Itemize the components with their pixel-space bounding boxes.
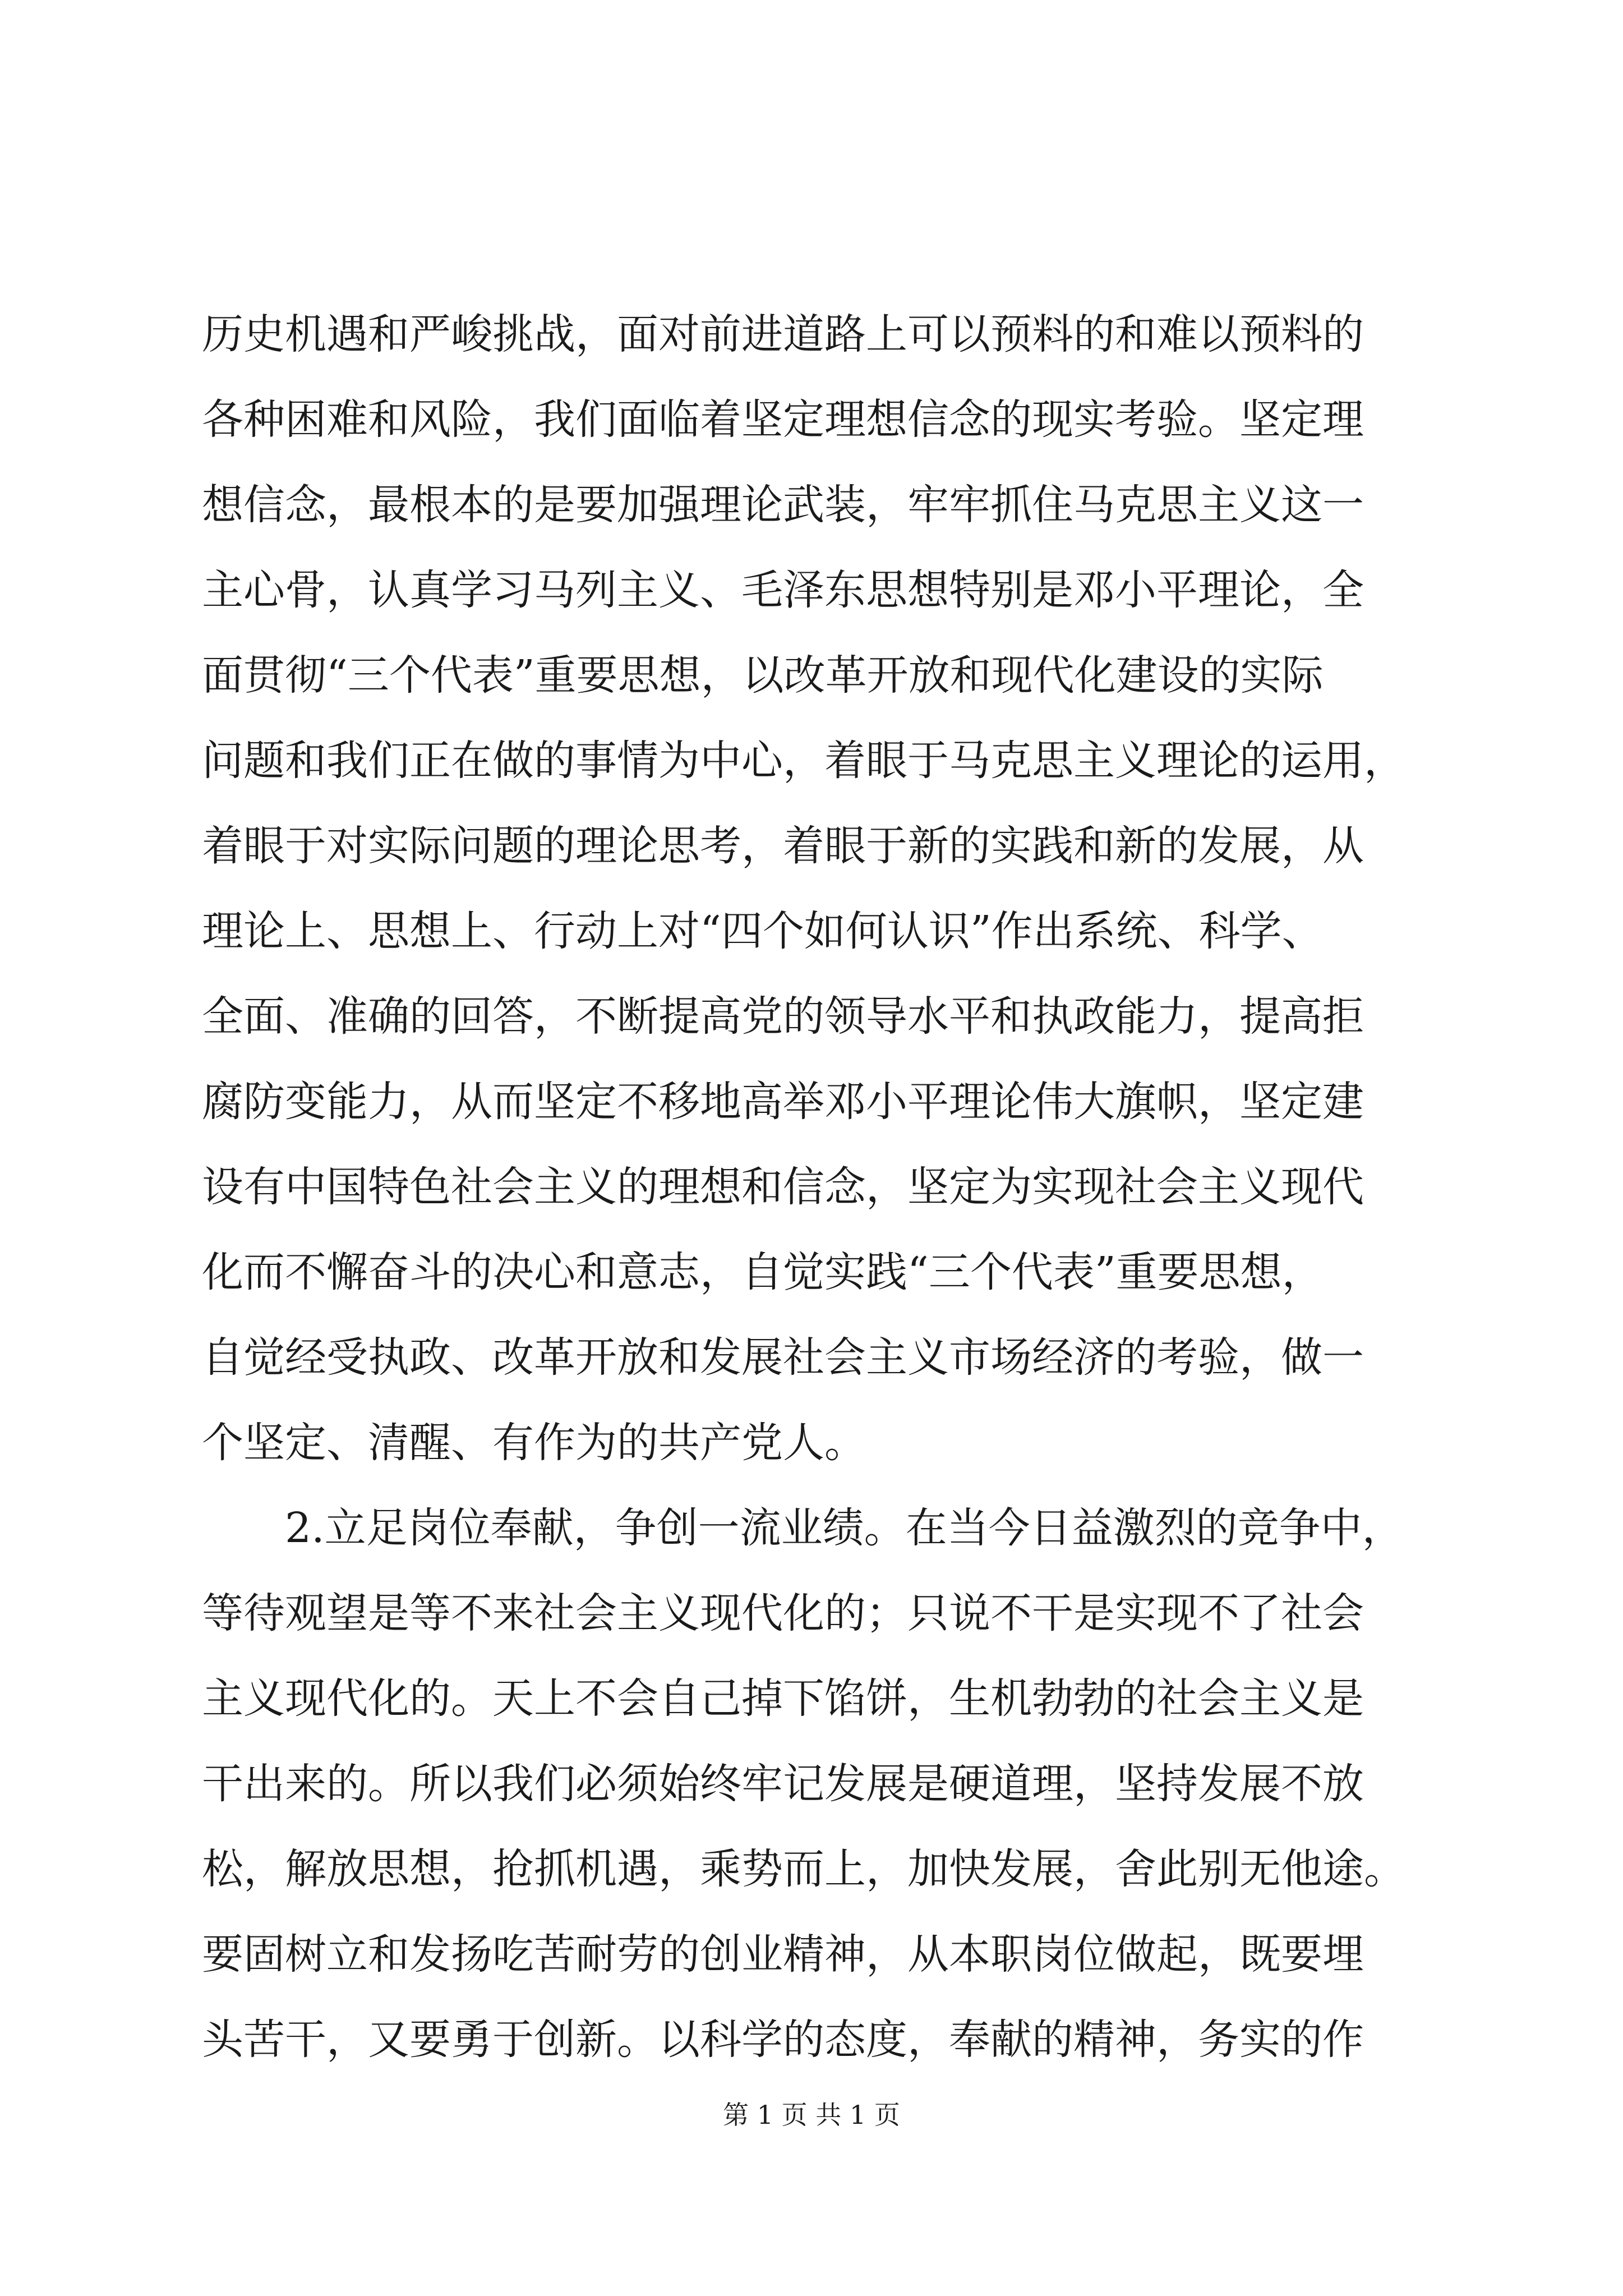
text-line: 主心骨，认真学习马列主义、毛泽东思想特别是邓小平理论，全 xyxy=(202,566,1364,614)
text-line: 各种困难和风险，我们面临着坚定理想信念的现实考验。坚定理 xyxy=(202,395,1364,444)
text-line: 化而不懈奋斗的决心和意志，自觉实践“三个代表”重要思想， xyxy=(202,1248,1324,1296)
text-line: 要固树立和发扬吃苦耐劳的创业精神，从本职岗位做起，既要埋 xyxy=(202,1930,1364,1978)
text-line: 着眼于对实际问题的理论思考，着眼于新的实践和新的发展，从 xyxy=(202,822,1364,870)
text-line: 松，解放思想，抢抓机遇，乘势而上，加快发展，舍此别无他途。 xyxy=(202,1845,1405,1893)
text-line: 头苦干，又要勇于创新。以科学的态度，奉献的精神，务实的作 xyxy=(202,2016,1364,2064)
text-line: 问题和我们正在做的事情为中心，着眼于马克思主义理论的运用， xyxy=(202,737,1405,785)
text-line: 全面、准确的回答，不断提高党的领导水平和执政能力，提高拒 xyxy=(202,992,1364,1041)
text-line: 腐防变能力，从而坚定不移地高举邓小平理论伟大旗帜，坚定建 xyxy=(202,1078,1364,1126)
text-line: 设有中国特色社会主义的理想和信念，坚定为实现社会主义现代 xyxy=(202,1163,1364,1211)
text-line: 历史机遇和严峻挑战，面对前进道路上可以预料的和难以预料的 xyxy=(202,310,1364,358)
text-line: 面贯彻“三个代表”重要思想，以改革开放和现代化建设的实际 xyxy=(202,651,1324,700)
text-line: 干出来的。所以我们必须始终牢记发展是硬道理，坚持发展不放 xyxy=(202,1760,1364,1808)
text-line: 等待观望是等不来社会主义现代化的；只说不干是实现不了社会 xyxy=(202,1589,1364,1637)
text-line-paragraph-start: 2.立足岗位奉献，争创一流业绩。在当今日益激烈的竞争中， xyxy=(285,1504,1404,1552)
text-line: 理论上、思想上、行动上对“四个如何认识”作出系统、科学、 xyxy=(202,907,1324,955)
text-line: 主义现代化的。天上不会自己掉下馅饼，生机勃勃的社会主义是 xyxy=(202,1674,1364,1723)
body-text xyxy=(202,292,1436,2082)
text-line: 自觉经受执政、改革开放和发展社会主义市场经济的考验，做一 xyxy=(202,1333,1364,1382)
text-line: 想信念，最根本的是要加强理论武装，牢牢抓住马克思主义这一 xyxy=(202,481,1364,529)
page-number-footer: 第 1 页 共 1 页 xyxy=(723,2100,900,2130)
text-line: 个坚定、清醒、有作为的共产党人。 xyxy=(202,1419,866,1467)
